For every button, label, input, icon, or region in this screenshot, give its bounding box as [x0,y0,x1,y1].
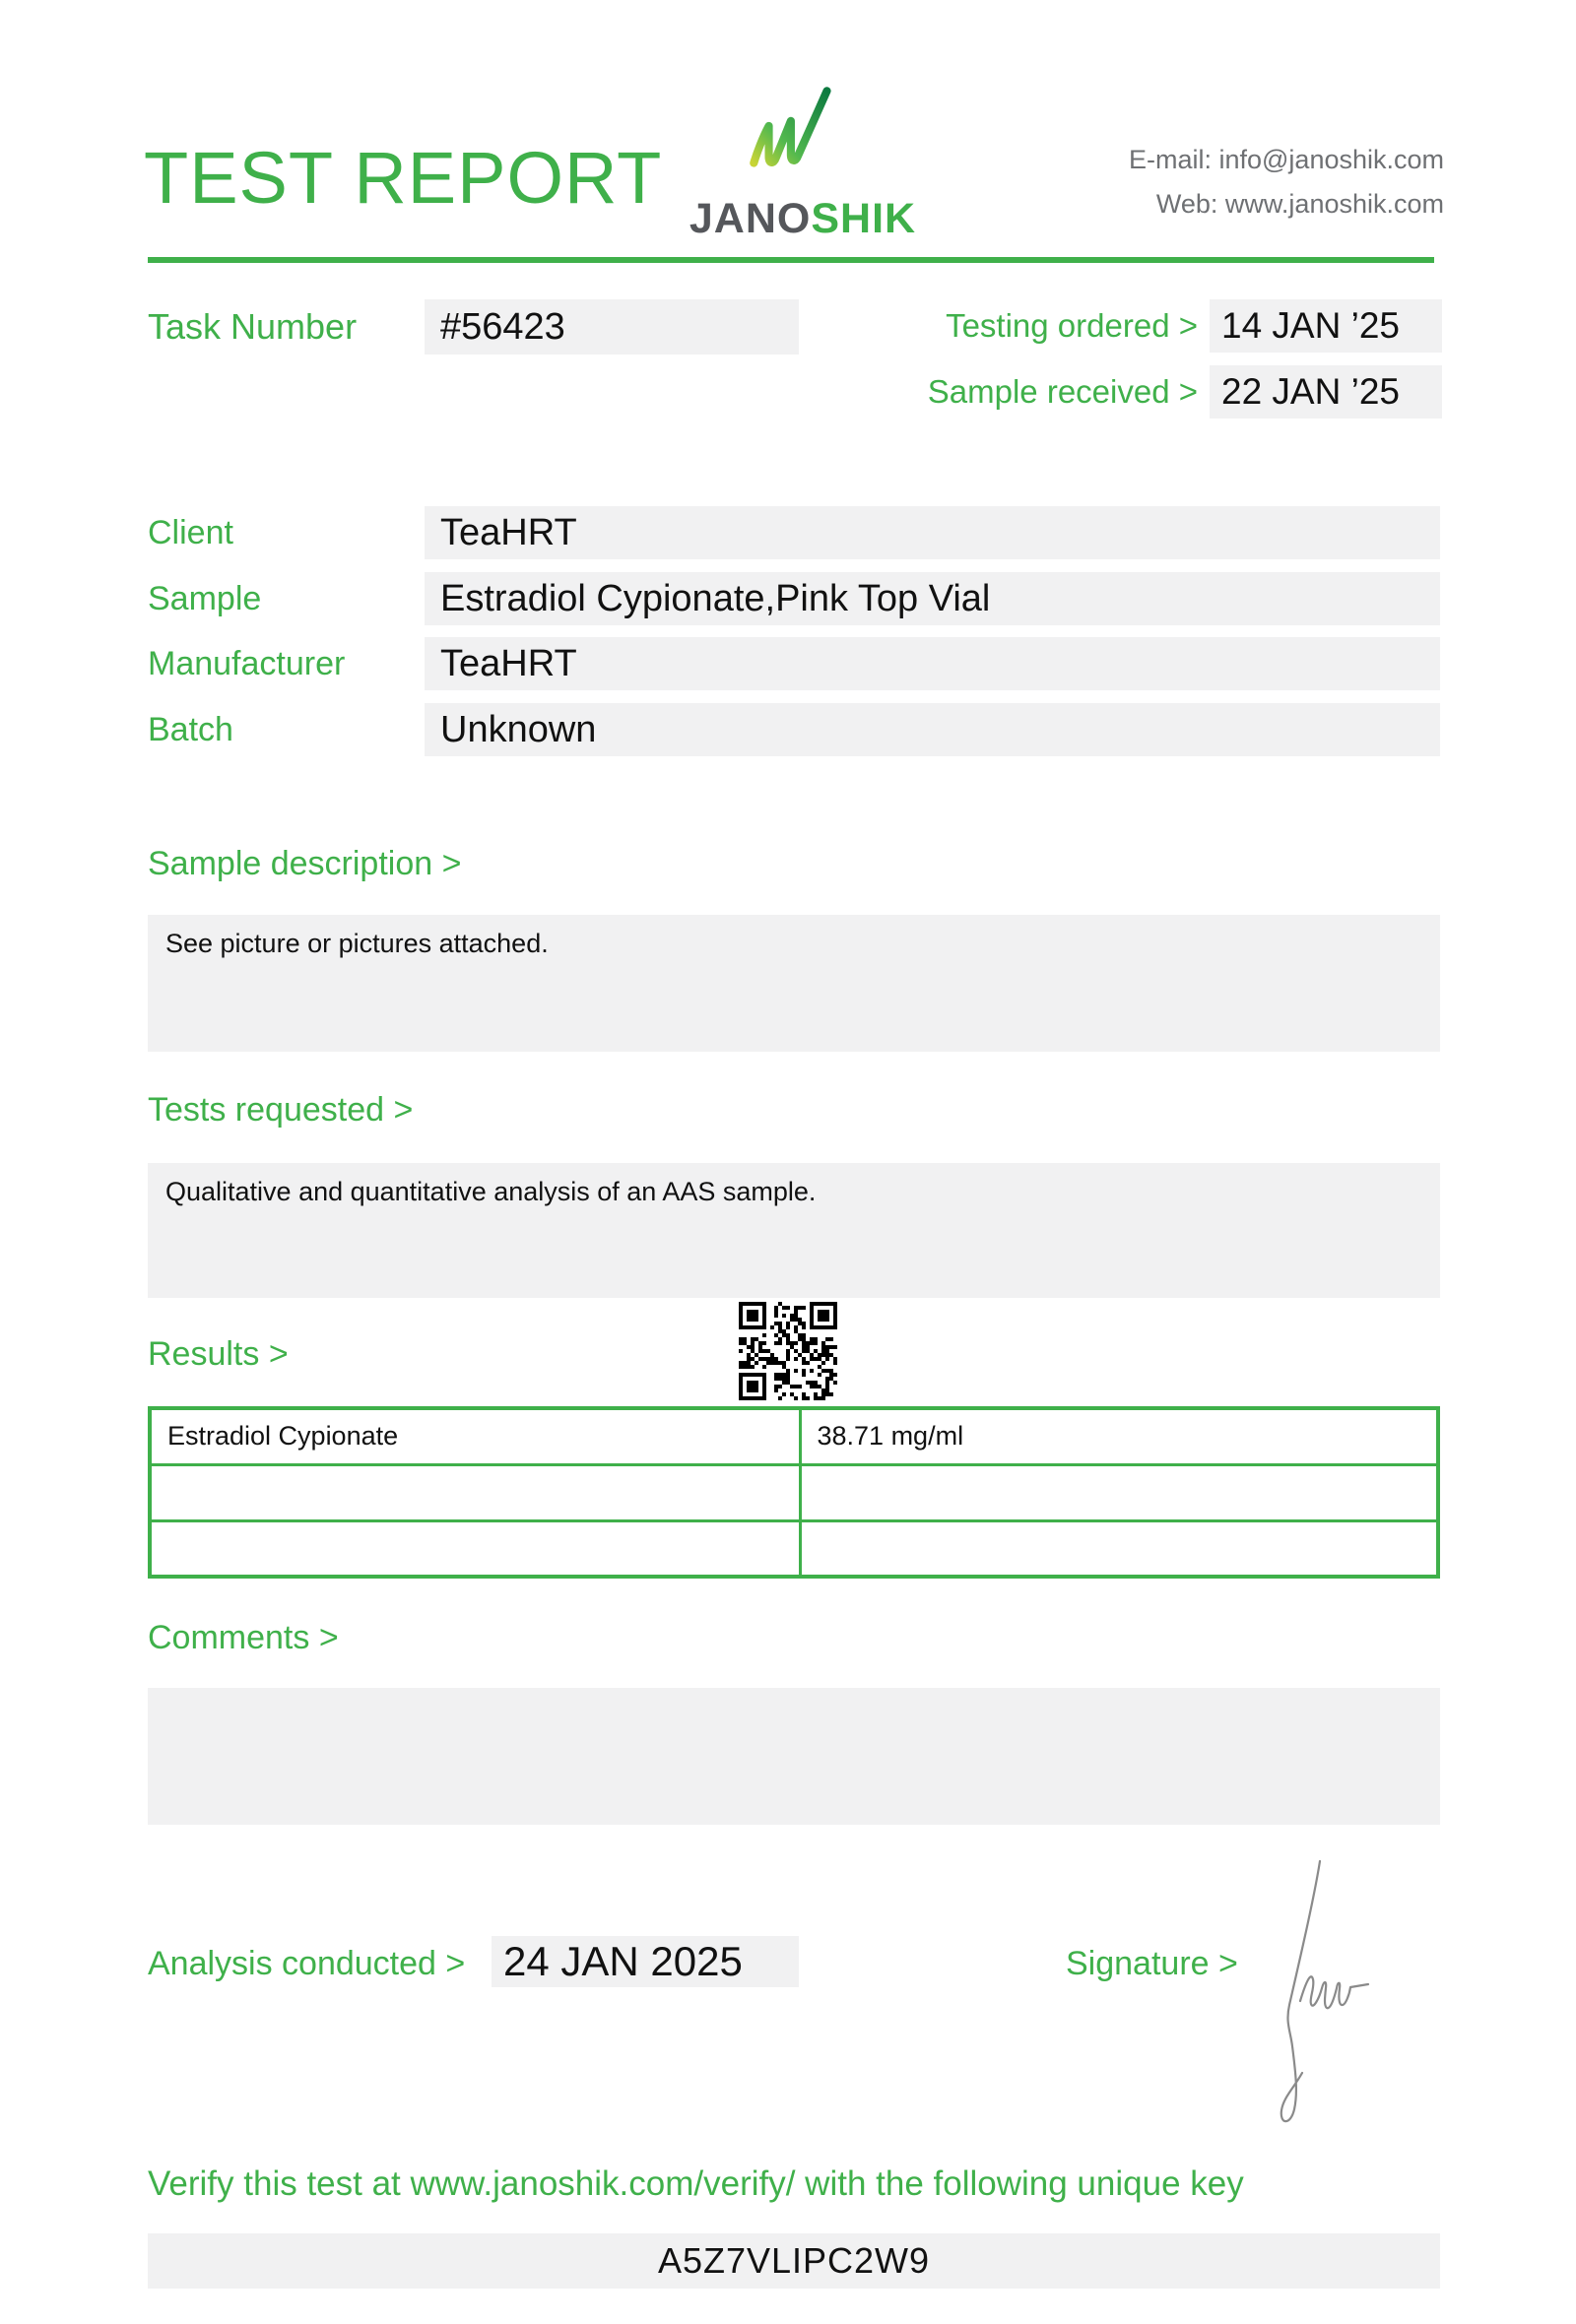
results-row [150,1520,1438,1577]
manufacturer-label: Manufacturer [148,645,346,682]
comments-heading: Comments > [148,1619,339,1656]
sample-value: Estradiol Cypionate,Pink Top Vial [425,572,1440,625]
testing-ordered-value: 14 JAN ’25 [1210,299,1442,353]
results-row [150,1408,1438,1464]
results-heading: Results > [148,1335,289,1373]
results-row [150,1464,1438,1520]
result-analyte [150,1520,800,1577]
tests-requested-heading: Tests requested > [148,1091,414,1129]
batch-label: Batch [148,711,233,748]
page-title: TEST REPORT [144,137,663,219]
manufacturer-value: TeaHRT [425,637,1440,690]
signature-label: Signature > [1066,1945,1238,1982]
result-value [800,1520,1438,1577]
task-number-value: #56423 [425,299,799,355]
testing-ordered-label: Testing ordered > [946,307,1198,344]
result-analyte: Estradiol Cypionate [150,1408,800,1464]
verify-instruction: Verify this test at www.janoshik.com/verify/ with the following unique key [148,2164,1244,2203]
qr-code [739,1302,837,1400]
handwritten-signature [1277,1855,1381,2133]
web-label: Web: [1155,189,1218,219]
email-value: info@janoshik.com [1218,145,1444,174]
header-divider [148,257,1434,263]
wordmark-shik: SHIK [811,195,917,242]
sample-description-heading: Sample description > [148,845,462,882]
result-value [800,1464,1438,1520]
janoshik-wordmark [655,195,951,243]
results-table [148,1406,1440,1579]
result-value: 38.71 mg/ml [800,1408,1438,1464]
web-value: www.janoshik.com [1224,189,1444,219]
sample-received-label: Sample received > [927,373,1198,410]
analysis-conducted-label: Analysis conducted > [148,1945,466,1982]
sample-received-value: 22 JAN ’25 [1210,365,1442,419]
analysis-conducted-date: 24 JAN 2025 [492,1936,799,1987]
contact-web-line [1129,182,1444,226]
client-value: TeaHRT [425,506,1440,559]
task-number-label: Task Number [148,306,358,347]
contact-email-line [1129,138,1444,182]
email-label: E-mail: [1128,145,1212,174]
sample-description-body: See picture or pictures attached. [148,915,1440,1052]
verify-key: A5Z7VLIPC2W9 [148,2233,1440,2289]
growth-chart-icon [746,71,848,191]
sample-label: Sample [148,580,262,617]
tests-requested-body: Qualitative and quantitative analysis of an AAS sample. [148,1163,1440,1298]
batch-value: Unknown [425,703,1440,756]
contact-block [1129,138,1444,226]
result-analyte [150,1464,800,1520]
wordmark-jano: JANO [689,195,812,242]
comments-body [148,1688,1440,1825]
client-label: Client [148,514,233,551]
